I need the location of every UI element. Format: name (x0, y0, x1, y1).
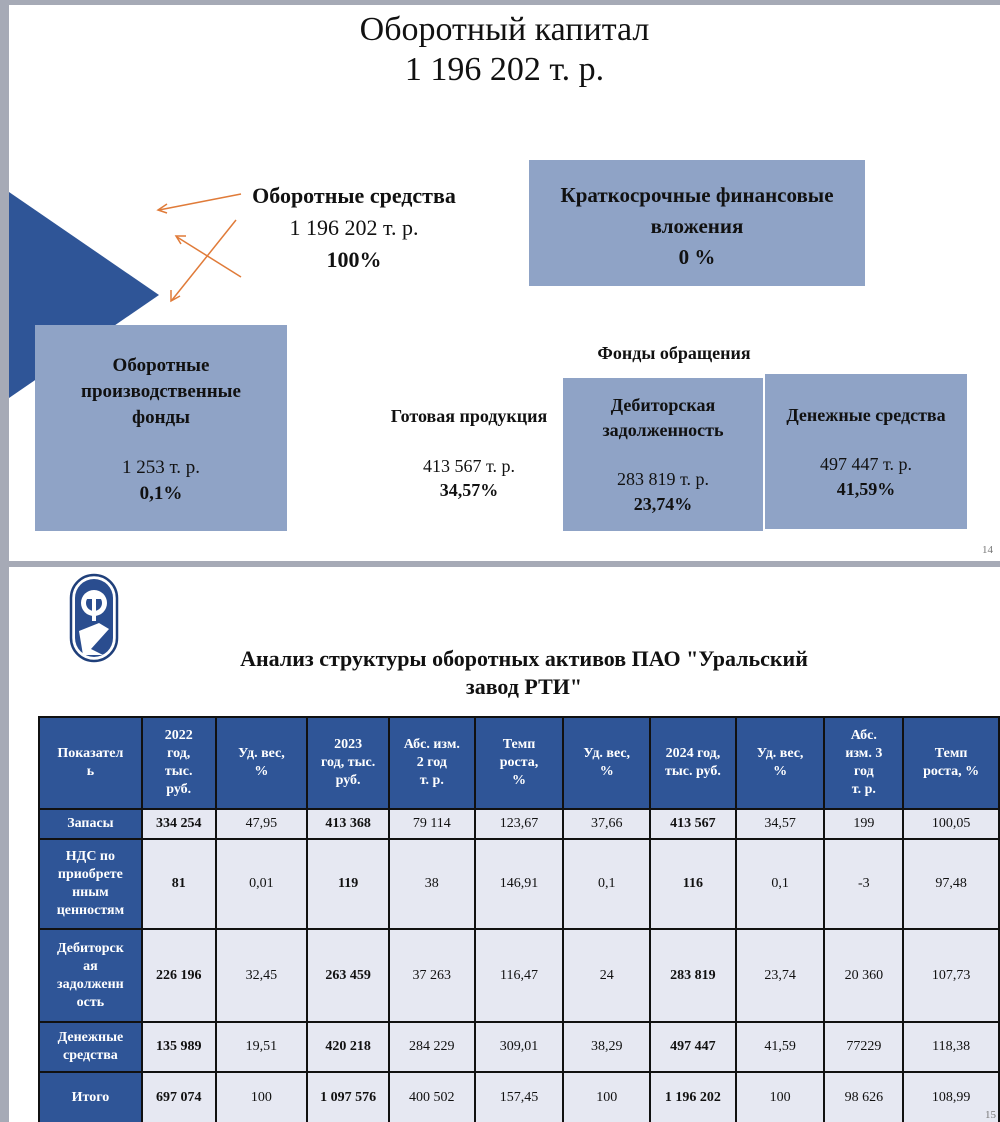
company-logo (69, 573, 119, 663)
table-cell: 41,59 (736, 1022, 825, 1072)
table-cell: 119 (307, 839, 389, 929)
table-cell: 226 196 (142, 929, 216, 1022)
column-header-line: 2 год (416, 755, 447, 770)
table-cell: 100,05 (903, 809, 999, 839)
table-cell: 413 368 (307, 809, 389, 839)
column-header-line: Показател (57, 746, 124, 761)
column-header-line: % (773, 764, 788, 779)
table-cell: 497 447 (650, 1022, 736, 1072)
cash-value: 497 447 т. р. (819, 454, 912, 474)
table-cell: 100 (736, 1072, 825, 1122)
table-cell: 1 097 576 (307, 1072, 389, 1122)
table-cell: 107,73 (903, 929, 999, 1022)
column-header (142, 717, 216, 809)
row-label-line: ценностям (56, 903, 125, 918)
finished-goods-percent: 34,57% (439, 480, 499, 500)
column-header-line: изм. 3 (845, 746, 883, 761)
table-cell: 37 263 (389, 929, 475, 1022)
table-cell: 199 (824, 809, 903, 839)
table-cell: 79 114 (389, 809, 475, 839)
row-label-line: задолженн (57, 976, 124, 992)
column-header (736, 717, 825, 809)
table-cell: 284 229 (389, 1022, 475, 1072)
table-cell: 400 502 (389, 1072, 475, 1122)
table-cell: 1 196 202 (650, 1072, 736, 1122)
column-header (389, 717, 475, 809)
column-header-line: 2024 год, (665, 746, 721, 761)
table-cell: 413 567 (650, 809, 736, 839)
column-header (903, 717, 999, 809)
slide-15 (9, 567, 1000, 1122)
table-cell: 38 (389, 839, 475, 929)
column-header-line: роста, % (923, 764, 980, 779)
receivables-percent: 23,74% (633, 494, 693, 514)
cash-label: Денежные средства (786, 405, 946, 425)
current-assets-percent: 100% (326, 247, 382, 272)
row-label-line: Денежные (57, 1030, 124, 1045)
column-header-line: Уд. вес, (583, 746, 631, 761)
row-label (39, 839, 142, 929)
column-header-line: т. р. (851, 782, 876, 797)
receivables-label-2: задолженность (602, 420, 724, 440)
table-row (39, 1072, 999, 1122)
short-term-investments-box (529, 160, 865, 286)
column-header (216, 717, 308, 809)
current-assets-value: 1 196 202 т. р. (289, 215, 419, 240)
table-cell: 283 819 (650, 929, 736, 1022)
finished-goods-value: 413 567 т. р. (422, 456, 515, 476)
short-term-investments-percent: 0 % (678, 245, 716, 269)
row-label-line: Дебиторск (56, 940, 124, 956)
production-funds-box (35, 325, 287, 531)
page-number: 14 (982, 544, 993, 556)
column-header-line: руб. (166, 782, 192, 797)
receivables-value: 283 819 т. р. (616, 469, 709, 489)
table-cell: 0,1 (736, 839, 825, 929)
column-header (307, 717, 389, 809)
column-header-line: % (599, 764, 614, 779)
table-cell: 118,38 (903, 1022, 999, 1072)
row-label-line: Запасы (67, 816, 114, 831)
row-label-line: НДС по (65, 849, 115, 864)
table-cell: 420 218 (307, 1022, 389, 1072)
table-cell: 34,57 (736, 809, 825, 839)
column-header-line: Темп (934, 746, 968, 761)
table-cell: 32,45 (216, 929, 308, 1022)
row-label (39, 1022, 142, 1072)
assets-structure-table (38, 716, 1000, 1122)
column-header-line: год, тыс. (321, 755, 376, 770)
column-header-line: Абс. изм. (403, 737, 460, 752)
column-header-line: тыс. руб. (664, 764, 721, 779)
table-cell: 334 254 (142, 809, 216, 839)
table-row (39, 839, 999, 929)
table-cell: 116 (650, 839, 736, 929)
receivables-box (563, 378, 763, 531)
production-funds-value: 1 253 т. р. (121, 457, 201, 478)
table-cell: 77229 (824, 1022, 903, 1072)
column-header-line: % (512, 773, 526, 788)
table-cell: 116,47 (475, 929, 564, 1022)
column-header-line: Темп (502, 737, 536, 752)
production-funds-label-2: производственные (81, 381, 241, 402)
row-label (39, 809, 142, 839)
current-assets-block (189, 180, 519, 276)
table-cell: 23,74 (736, 929, 825, 1022)
table-cell: 37,66 (563, 809, 650, 839)
column-header (650, 717, 736, 809)
column-header (475, 717, 564, 809)
table-title-line-1: Анализ структуры оборотных активов ПАО "Уральский (240, 646, 808, 671)
row-label (39, 1072, 142, 1122)
row-label-line: нным (72, 885, 109, 900)
short-term-investments-label-1: Краткосрочные финансовые (560, 183, 834, 207)
table-header-row (39, 717, 999, 809)
production-funds-label-1: Оборотные (112, 355, 210, 376)
column-header-line: роста, (499, 755, 539, 770)
table-cell: 97,48 (903, 839, 999, 929)
column-header-line: Абс. (850, 728, 877, 743)
table-cell: 146,91 (475, 839, 564, 929)
title-text: Оборотный капитал (359, 11, 650, 48)
table-row (39, 1022, 999, 1072)
column-header-line: тыс. (164, 764, 193, 779)
table-cell: 100 (563, 1072, 650, 1122)
table-cell: 19,51 (216, 1022, 308, 1072)
table-cell: 38,29 (563, 1022, 650, 1072)
column-header-line: руб. (335, 773, 361, 788)
finished-goods-label: Готовая продукция (390, 406, 548, 426)
column-header (39, 717, 142, 809)
cash-box (765, 374, 967, 529)
table-cell: 20 360 (824, 929, 903, 1022)
table-row (39, 929, 999, 1022)
title-total: 1 196 202 т. р. (404, 51, 605, 88)
table-cell: 263 459 (307, 929, 389, 1022)
column-header-line: ь (86, 764, 95, 779)
row-label-line: приобрете (57, 867, 123, 882)
circulation-funds-label: Фонды обращения (597, 343, 751, 363)
current-assets-label: Оборотные средства (252, 183, 456, 208)
column-header (824, 717, 903, 809)
column-header-line: год, (167, 746, 191, 761)
finished-goods-block (369, 404, 569, 502)
slide-title (9, 10, 1000, 90)
row-label-line: ость (76, 994, 105, 1010)
slide-14 (9, 5, 1000, 561)
row-label-line: средства (63, 1048, 118, 1063)
table-cell: 0,01 (216, 839, 308, 929)
column-header-line: 2022 (164, 728, 193, 743)
row-label (39, 929, 142, 1022)
row-label-line: Итого (71, 1090, 110, 1105)
table-cell: 100 (216, 1072, 308, 1122)
cash-percent: 41,59% (836, 479, 896, 499)
production-funds-label-3: фонды (131, 407, 191, 428)
table-cell: -3 (824, 839, 903, 929)
table-title (169, 645, 879, 701)
row-label-line: ая (83, 958, 98, 974)
table-cell: 309,01 (475, 1022, 564, 1072)
page-number: 15 (985, 1109, 996, 1121)
column-header-line: % (254, 764, 269, 779)
table-cell: 108,99 (903, 1072, 999, 1122)
short-term-investments-label-2: вложения (650, 214, 744, 238)
table-cell: 135 989 (142, 1022, 216, 1072)
column-header-line: 2023 (334, 737, 363, 752)
column-header-line: год (853, 764, 874, 779)
table-cell: 47,95 (216, 809, 308, 839)
table-cell: 24 (563, 929, 650, 1022)
table-title-line-2: завод РТИ" (465, 674, 583, 699)
table-cell: 697 074 (142, 1072, 216, 1122)
receivables-label-1: Дебиторская (610, 395, 716, 415)
production-funds-percent: 0,1% (139, 483, 183, 504)
column-header-line: т. р. (419, 773, 444, 788)
table-cell: 98 626 (824, 1072, 903, 1122)
table-row (39, 809, 999, 839)
table-cell: 0,1 (563, 839, 650, 929)
column-header-line: Уд. вес, (756, 746, 804, 761)
table-cell: 157,45 (475, 1072, 564, 1122)
column-header (563, 717, 650, 809)
table-cell: 123,67 (475, 809, 564, 839)
table-cell: 81 (142, 839, 216, 929)
column-header-line: Уд. вес, (238, 746, 285, 761)
